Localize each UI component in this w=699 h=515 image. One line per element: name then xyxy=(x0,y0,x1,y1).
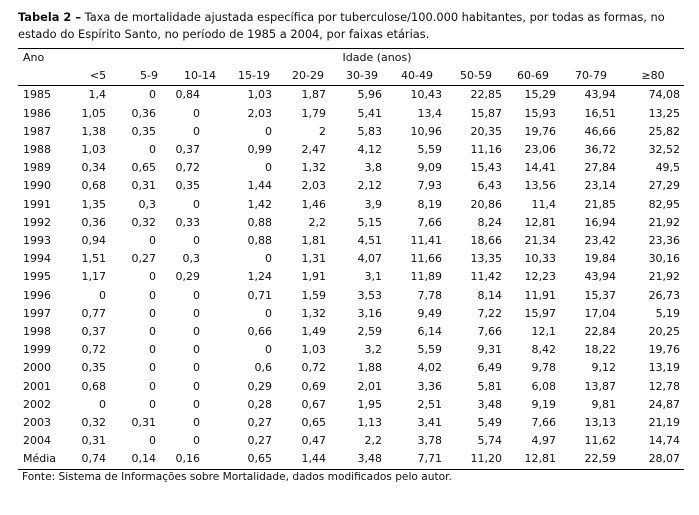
rate-cell: 10,43 xyxy=(410,88,442,102)
age-group-label: 50-59 xyxy=(446,67,506,86)
rate-cell: 0 xyxy=(265,124,272,138)
rate-cell: 21,92 xyxy=(648,270,681,284)
rate-cell: 20,35 xyxy=(470,124,502,138)
rate-cell: 0,33 xyxy=(175,215,200,229)
rate-cell: 23,06 xyxy=(524,143,556,157)
year-cell: 2004 xyxy=(23,434,51,448)
rate-cell: 20,86 xyxy=(470,197,502,211)
rate-cell: 0 xyxy=(193,416,200,430)
age-group-label: 30-39 xyxy=(336,67,388,86)
rate-cell: 23,36 xyxy=(648,234,681,248)
rate-cell: 2,51 xyxy=(417,397,442,411)
rate-cell: 27,84 xyxy=(584,161,616,175)
table-row xyxy=(18,232,684,250)
year-cell: 1995 xyxy=(23,270,51,284)
rate-cell: 0,72 xyxy=(301,361,326,375)
rate-cell: 0,29 xyxy=(175,270,200,284)
rate-cell: 13,25 xyxy=(648,106,681,120)
rate-cell: 43,94 xyxy=(584,88,616,102)
header-row-group xyxy=(18,49,684,68)
rate-cell: 20,25 xyxy=(648,325,681,339)
rate-cell: 1,24 xyxy=(247,270,272,284)
rate-cell: 11,89 xyxy=(410,270,442,284)
rate-cell: 1,59 xyxy=(301,288,326,302)
rate-cell: 0,27 xyxy=(131,252,156,266)
rate-cell: 0,32 xyxy=(131,215,156,229)
rate-cell: 19,84 xyxy=(584,252,616,266)
rate-cell: 1,42 xyxy=(247,197,272,211)
rate-cell: 0,84 xyxy=(175,88,200,102)
rate-cell: 0,68 xyxy=(81,179,106,193)
rate-cell: 0,88 xyxy=(247,215,272,229)
age-group-label: ≥80 xyxy=(622,67,684,86)
rate-cell: 15,43 xyxy=(470,161,502,175)
rate-cell: 21,85 xyxy=(584,197,616,211)
rate-cell: 1,17 xyxy=(81,270,106,284)
rate-cell: 0,77 xyxy=(81,306,106,320)
rate-cell: 2,47 xyxy=(301,143,326,157)
year-cell: 1989 xyxy=(23,161,51,175)
rate-cell: 10,96 xyxy=(410,124,442,138)
rate-cell: 3,9 xyxy=(364,197,382,211)
rate-cell: 11,16 xyxy=(470,143,502,157)
rate-cell: 0 xyxy=(149,434,156,448)
rate-cell: 0 xyxy=(149,343,156,357)
rate-cell: 0,68 xyxy=(81,379,106,393)
rate-cell: 36,72 xyxy=(584,143,616,157)
rate-cell: 0,65 xyxy=(131,161,156,175)
year-cell: 1990 xyxy=(23,179,51,193)
table-caption-text: Taxa de mortalidade ajustada específica por tuberculose/100.000 habitantes, por todas as formas, no estado do Espírito Santo, no período de 1985 a 2004, por faixas etárias. xyxy=(18,10,665,41)
rate-cell: 5,19 xyxy=(655,306,681,320)
rate-cell: 1,05 xyxy=(81,106,106,120)
rate-cell: 11,42 xyxy=(470,270,502,284)
rate-cell: 12,81 xyxy=(524,215,556,229)
rate-cell: 0,28 xyxy=(247,397,272,411)
rate-cell: 49,5 xyxy=(655,161,681,175)
rate-cell: 0,31 xyxy=(81,434,106,448)
rate-cell: 0 xyxy=(149,379,156,393)
rate-cell: 0,88 xyxy=(247,234,272,248)
rate-cell: 17,04 xyxy=(584,306,616,320)
table-row xyxy=(18,159,684,177)
table-row xyxy=(18,305,684,323)
rate-cell: 11,62 xyxy=(584,434,616,448)
rate-cell: 43,94 xyxy=(584,270,616,284)
rate-cell: 11,66 xyxy=(410,252,442,266)
rate-cell: 0,67 xyxy=(301,397,326,411)
rate-cell: 5,49 xyxy=(477,416,502,430)
table-row xyxy=(18,86,684,105)
rate-cell: 4,07 xyxy=(357,252,382,266)
rate-cell: 1,44 xyxy=(280,450,336,469)
rate-cell: 13,87 xyxy=(584,379,616,393)
rate-cell: 1,51 xyxy=(81,252,106,266)
rate-cell: 0 xyxy=(99,288,106,302)
rate-cell: 1,03 xyxy=(81,143,106,157)
rate-cell: 7,66 xyxy=(477,325,502,339)
rate-cell: 7,71 xyxy=(388,450,446,469)
rate-cell: 1,91 xyxy=(301,270,326,284)
rate-cell: 25,82 xyxy=(648,124,681,138)
year-cell: 2000 xyxy=(23,361,51,375)
rate-cell: 1,03 xyxy=(247,88,272,102)
rate-cell: 12,1 xyxy=(531,325,556,339)
rate-cell: 3,8 xyxy=(364,161,382,175)
rate-cell: 0,29 xyxy=(247,379,272,393)
rate-cell: 1,87 xyxy=(301,88,326,102)
age-group-label: 5-9 xyxy=(126,67,172,86)
rate-cell: 0,31 xyxy=(131,179,156,193)
rate-cell: 13,19 xyxy=(648,361,681,375)
rate-cell: 0,6 xyxy=(254,361,272,375)
rate-cell: 4,51 xyxy=(357,234,382,248)
rate-cell: 0,34 xyxy=(81,161,106,175)
rate-cell: 0 xyxy=(193,106,200,120)
rate-cell: 3,48 xyxy=(477,397,502,411)
rate-cell: 0,27 xyxy=(247,416,272,430)
age-groups-row xyxy=(18,67,684,86)
rate-cell: 0 xyxy=(149,234,156,248)
rate-cell: 0,35 xyxy=(81,361,106,375)
rate-cell: 4,97 xyxy=(531,434,556,448)
year-cell: 1992 xyxy=(23,215,51,229)
rate-cell: 1,38 xyxy=(81,124,106,138)
rate-cell: 1,13 xyxy=(357,416,382,430)
table-row xyxy=(18,396,684,414)
rate-cell: 12,23 xyxy=(524,270,556,284)
rate-cell: 4,12 xyxy=(357,143,382,157)
rate-cell: 0,37 xyxy=(175,143,200,157)
rate-cell: 3,1 xyxy=(364,270,382,284)
rate-cell: 18,22 xyxy=(584,343,616,357)
rate-cell: 0 xyxy=(265,161,272,175)
rate-cell: 3,48 xyxy=(336,450,388,469)
table-caption-label: Tabela 2 – xyxy=(18,10,82,24)
rate-cell: 8,19 xyxy=(417,197,442,211)
rate-cell: 10,33 xyxy=(524,252,556,266)
rate-cell: 5,41 xyxy=(357,106,382,120)
rate-cell: 0 xyxy=(193,234,200,248)
rate-cell: 3,36 xyxy=(417,379,442,393)
rate-cell: 0 xyxy=(149,325,156,339)
rate-cell: 30,16 xyxy=(648,252,681,266)
rate-cell: 7,66 xyxy=(531,416,556,430)
rate-cell: 5,15 xyxy=(357,215,382,229)
rate-cell: 16,51 xyxy=(584,106,616,120)
rate-cell: 14,74 xyxy=(648,434,681,448)
rate-cell: 32,52 xyxy=(648,143,681,157)
year-cell: 1985 xyxy=(23,88,51,102)
rate-cell: 0,47 xyxy=(301,434,326,448)
rate-cell: 0 xyxy=(149,361,156,375)
year-cell: 1986 xyxy=(23,106,51,120)
rate-cell: 0,72 xyxy=(175,161,200,175)
rate-cell: 1,03 xyxy=(301,343,326,357)
rate-cell: 0,14 xyxy=(126,450,172,469)
rate-cell: 13,13 xyxy=(584,416,616,430)
rate-cell: 7,93 xyxy=(417,179,442,193)
rate-cell: 8,24 xyxy=(477,215,502,229)
year-cell: Média xyxy=(18,450,70,469)
rate-cell: 0 xyxy=(265,252,272,266)
rate-cell: 1,32 xyxy=(301,161,326,175)
rate-cell: 0,35 xyxy=(131,124,156,138)
rate-cell: 1,88 xyxy=(357,361,382,375)
rate-cell: 5,59 xyxy=(417,343,442,357)
table-source-note: Fonte: Sistema de Informações sobre Mortalidade, dados modificados pelo autor. xyxy=(22,471,452,483)
rate-cell: 11,91 xyxy=(524,288,556,302)
age-group-label: 40-49 xyxy=(388,67,446,86)
rate-cell: 1,44 xyxy=(247,179,272,193)
rate-cell: 2,2 xyxy=(364,434,382,448)
rate-cell: 5,59 xyxy=(417,143,442,157)
mean-row xyxy=(18,450,684,469)
rate-cell: 0,69 xyxy=(301,379,326,393)
rate-cell: 9,19 xyxy=(531,397,556,411)
rate-cell: 0,74 xyxy=(70,450,126,469)
rate-cell: 6,43 xyxy=(477,179,502,193)
rate-cell: 1,32 xyxy=(301,306,326,320)
rate-cell: 0 xyxy=(149,397,156,411)
rate-cell: 14,41 xyxy=(524,161,556,175)
year-cell: 1993 xyxy=(23,234,51,248)
rate-cell: 0,72 xyxy=(81,343,106,357)
rate-cell: 1,49 xyxy=(301,325,326,339)
rate-cell: 22,85 xyxy=(470,88,502,102)
rate-cell: 46,66 xyxy=(584,124,616,138)
rate-cell: 0 xyxy=(265,343,272,357)
table-row xyxy=(18,141,684,159)
rate-cell: 0 xyxy=(149,88,156,102)
rate-cell: 23,14 xyxy=(584,179,616,193)
year-cell: 1997 xyxy=(23,306,51,320)
year-cell: 1998 xyxy=(23,325,51,339)
table-row xyxy=(18,105,684,123)
rate-cell: 0,65 xyxy=(301,416,326,430)
rate-cell: 0 xyxy=(99,397,106,411)
rate-cell: 8,14 xyxy=(477,288,502,302)
rate-cell: 15,97 xyxy=(524,306,556,320)
rate-cell: 12,81 xyxy=(506,450,560,469)
rate-cell: 0 xyxy=(193,434,200,448)
rate-cell: 0 xyxy=(193,288,200,302)
rate-cell: 0,16 xyxy=(172,450,228,469)
rate-cell: 3,78 xyxy=(417,434,442,448)
rate-cell: 0 xyxy=(193,343,200,357)
rate-cell: 13,35 xyxy=(470,252,502,266)
rate-cell: 26,73 xyxy=(648,288,681,302)
rate-cell: 11,20 xyxy=(446,450,506,469)
year-cell: 2002 xyxy=(23,397,51,411)
year-cell: 1991 xyxy=(23,197,51,211)
rate-cell: 0,71 xyxy=(247,288,272,302)
rate-cell: 15,93 xyxy=(524,106,556,120)
rate-cell: 3,16 xyxy=(357,306,382,320)
rate-cell: 15,87 xyxy=(470,106,502,120)
rate-cell: 82,95 xyxy=(648,197,681,211)
year-cell: 1996 xyxy=(23,288,51,302)
year-cell: 1987 xyxy=(23,124,51,138)
rate-cell: 0 xyxy=(193,361,200,375)
rate-cell: 2,59 xyxy=(357,325,382,339)
table-row xyxy=(18,177,684,195)
rate-cell: 27,29 xyxy=(648,179,681,193)
table-row xyxy=(18,123,684,141)
rate-cell: 9,78 xyxy=(531,361,556,375)
table-caption xyxy=(18,9,684,43)
year-cell: 2003 xyxy=(23,416,51,430)
table-row xyxy=(18,414,684,432)
rate-cell: 9,81 xyxy=(591,397,616,411)
table-row xyxy=(18,287,684,305)
rate-cell: 3,2 xyxy=(364,343,382,357)
rate-cell: 6,08 xyxy=(531,379,556,393)
rate-cell: 8,42 xyxy=(531,343,556,357)
rate-cell: 0 xyxy=(149,288,156,302)
rate-cell: 5,96 xyxy=(357,88,382,102)
rate-cell: 6,49 xyxy=(477,361,502,375)
rate-cell: 0 xyxy=(193,379,200,393)
rate-cell: 0,65 xyxy=(228,450,280,469)
rate-cell: 28,07 xyxy=(622,450,684,469)
table-row xyxy=(18,359,684,377)
table-body xyxy=(18,86,684,469)
table-row xyxy=(18,268,684,286)
table-row xyxy=(18,214,684,232)
rate-cell: 1,46 xyxy=(301,197,326,211)
rate-cell: 0 xyxy=(149,306,156,320)
rate-cell: 9,09 xyxy=(417,161,442,175)
rate-cell: 2,03 xyxy=(247,106,272,120)
year-header: Ano xyxy=(18,49,70,68)
rate-cell: 11,4 xyxy=(531,197,556,211)
rate-cell: 0 xyxy=(193,306,200,320)
age-group-label: <5 xyxy=(70,67,126,86)
rate-cell: 2,2 xyxy=(308,215,326,229)
rate-cell: 0,36 xyxy=(81,215,106,229)
age-group-header: Idade (anos) xyxy=(70,49,684,68)
age-group-label: 10-14 xyxy=(172,67,228,86)
rate-cell: 0,3 xyxy=(182,252,200,266)
rate-cell: 0,3 xyxy=(138,197,156,211)
table-row xyxy=(18,378,684,396)
age-group-label: 70-79 xyxy=(560,67,622,86)
rate-cell: 0,66 xyxy=(247,325,272,339)
rate-cell: 0 xyxy=(193,325,200,339)
rate-cell: 3,41 xyxy=(417,416,442,430)
rate-cell: 2,12 xyxy=(357,179,382,193)
rate-cell: 23,42 xyxy=(584,234,616,248)
rate-cell: 13,56 xyxy=(524,179,556,193)
rate-cell: 0,27 xyxy=(247,434,272,448)
rate-cell: 18,66 xyxy=(470,234,502,248)
year-cell: 1999 xyxy=(23,343,51,357)
rate-cell: 15,29 xyxy=(524,88,556,102)
mortality-table xyxy=(18,48,684,470)
rate-cell: 6,14 xyxy=(417,325,442,339)
rate-cell: 5,74 xyxy=(477,434,502,448)
rate-cell: 19,76 xyxy=(648,343,681,357)
rate-cell: 0,37 xyxy=(81,325,106,339)
year-cell: 1994 xyxy=(23,252,51,266)
rate-cell: 1,95 xyxy=(357,397,382,411)
rate-cell: 0 xyxy=(265,306,272,320)
rate-cell: 0,94 xyxy=(81,234,106,248)
rate-cell: 5,83 xyxy=(357,124,382,138)
rate-cell: 0 xyxy=(193,397,200,411)
rate-cell: 9,31 xyxy=(477,343,502,357)
rate-cell: 12,78 xyxy=(648,379,681,393)
rate-cell: 21,92 xyxy=(648,215,681,229)
rate-cell: 22,59 xyxy=(560,450,622,469)
table-row xyxy=(18,250,684,268)
rate-cell: 0 xyxy=(149,143,156,157)
rate-cell: 21,19 xyxy=(648,416,681,430)
rate-cell: 0,31 xyxy=(131,416,156,430)
rate-cell: 16,94 xyxy=(584,215,616,229)
rate-cell: 1,31 xyxy=(301,252,326,266)
rate-cell: 9,12 xyxy=(591,361,616,375)
age-header-blank xyxy=(18,67,70,86)
rate-cell: 1,35 xyxy=(81,197,106,211)
rate-cell: 1,4 xyxy=(88,88,106,102)
age-group-label: 20-29 xyxy=(280,67,336,86)
rate-cell: 9,49 xyxy=(417,306,442,320)
rate-cell: 24,87 xyxy=(648,397,681,411)
rate-cell: 21,34 xyxy=(524,234,556,248)
rate-cell: 7,66 xyxy=(417,215,442,229)
age-group-label: 15-19 xyxy=(228,67,280,86)
rate-cell: 7,78 xyxy=(417,288,442,302)
table-row xyxy=(18,341,684,359)
age-group-label: 60-69 xyxy=(506,67,560,86)
rate-cell: 2 xyxy=(319,124,326,138)
rate-cell: 0 xyxy=(149,270,156,284)
rate-cell: 13,4 xyxy=(417,106,442,120)
rate-cell: 22,84 xyxy=(584,325,616,339)
rate-cell: 2,03 xyxy=(301,179,326,193)
rate-cell: 0,99 xyxy=(247,143,272,157)
rate-cell: 7,22 xyxy=(477,306,502,320)
rate-cell: 0,35 xyxy=(175,179,200,193)
rate-cell: 1,81 xyxy=(301,234,326,248)
table-row xyxy=(18,432,684,450)
rate-cell: 0,32 xyxy=(81,416,106,430)
year-cell: 2001 xyxy=(23,379,51,393)
rate-cell: 0 xyxy=(193,197,200,211)
rate-cell: 19,76 xyxy=(524,124,556,138)
rate-cell: 11,41 xyxy=(410,234,442,248)
table-row xyxy=(18,196,684,214)
rate-cell: 5,81 xyxy=(477,379,502,393)
rate-cell: 3,53 xyxy=(357,288,382,302)
rate-cell: 0 xyxy=(193,124,200,138)
year-cell: 1988 xyxy=(23,143,51,157)
rate-cell: 1,79 xyxy=(301,106,326,120)
rate-cell: 4,02 xyxy=(417,361,442,375)
rate-cell: 0,36 xyxy=(131,106,156,120)
rate-cell: 15,37 xyxy=(584,288,616,302)
rate-cell: 2,01 xyxy=(357,379,382,393)
table-row xyxy=(18,323,684,341)
rate-cell: 74,08 xyxy=(648,88,681,102)
